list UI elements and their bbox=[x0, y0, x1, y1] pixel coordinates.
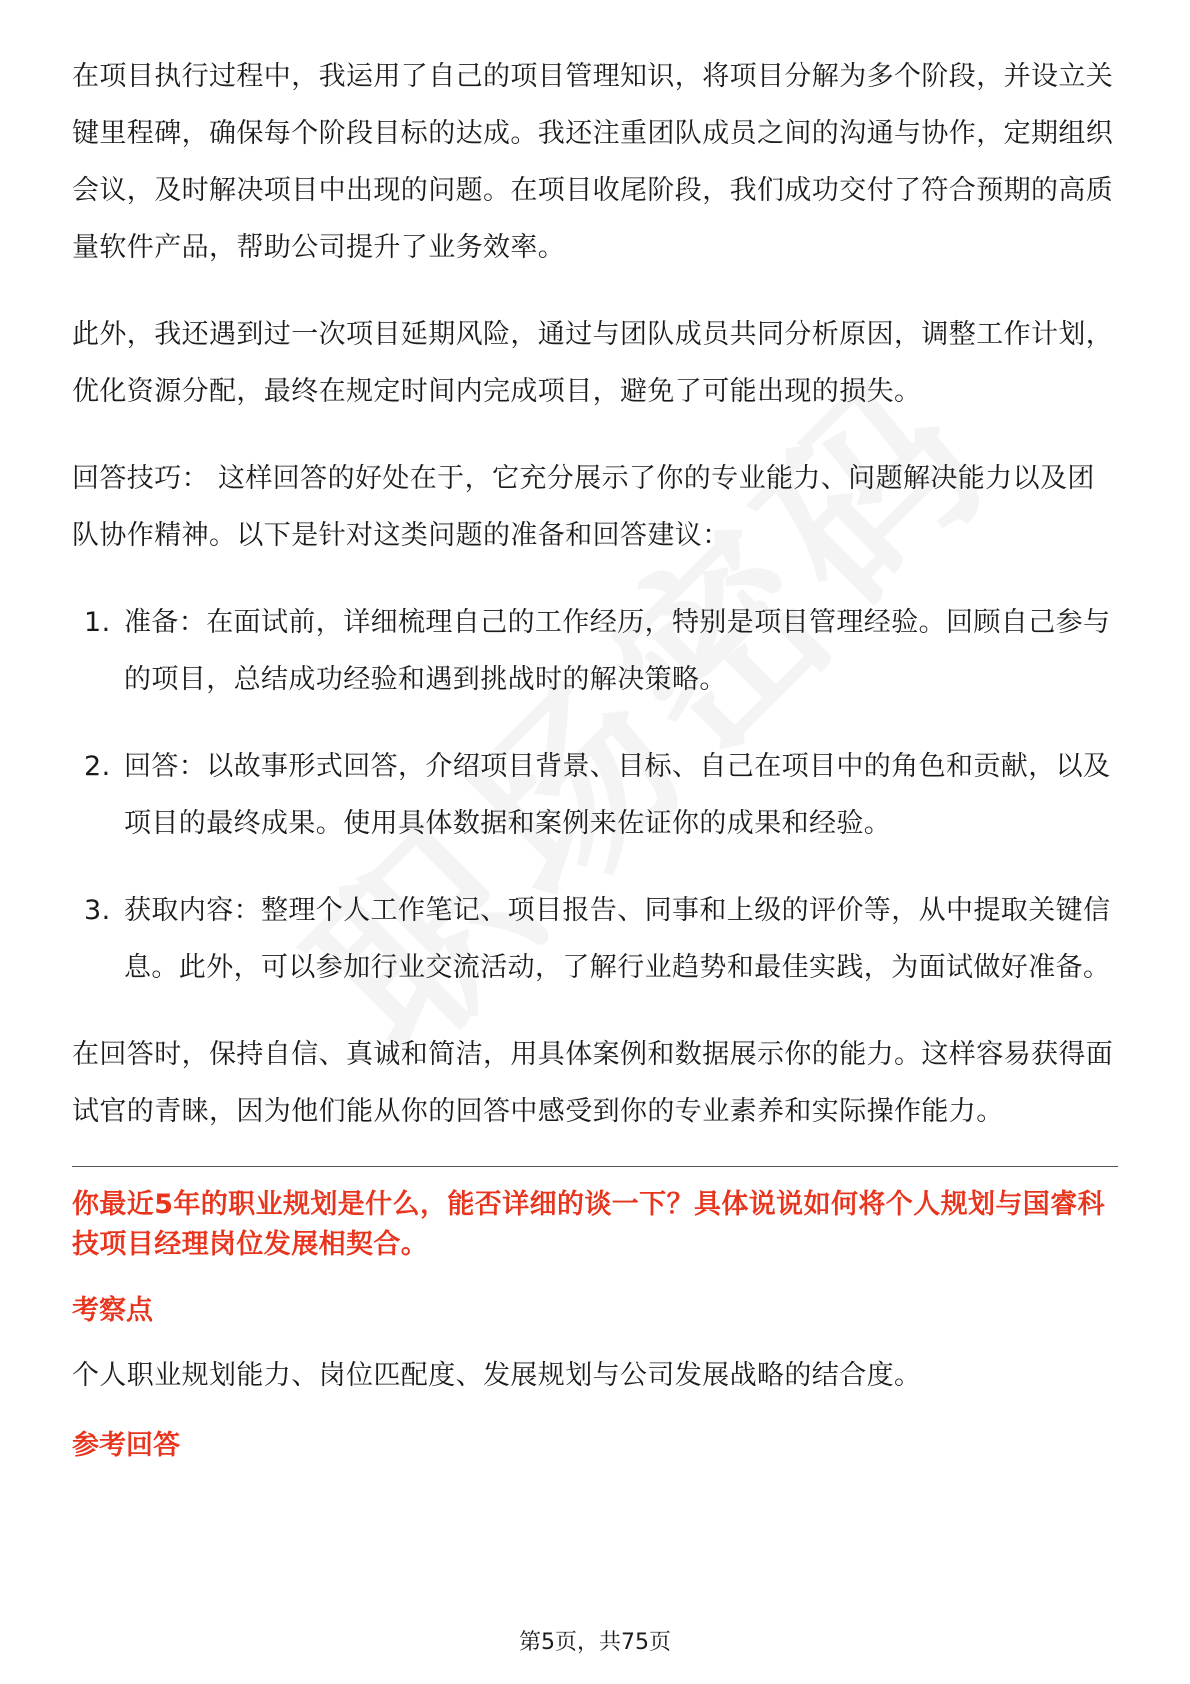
paragraph-delay-risk: 此外，我还遇到过一次项目延期风险，通过与团队成员共同分析原因，调整工作计划，优化资源分配，最终在规定时间内完成项目，避免了可能出现的损失。 bbox=[72, 319, 1114, 407]
list-item-number: 1. bbox=[84, 607, 111, 638]
list-item-number: 3. bbox=[84, 895, 111, 926]
question-heading: 你最近5年的职业规划是什么，能否详细的谈一下？具体说说如何将个人规划与国睿科技项目经理岗位发展相契合。 bbox=[72, 1189, 1105, 1260]
page-number-footer: 第5页，共75页 bbox=[519, 1630, 671, 1655]
section-divider bbox=[72, 1166, 1118, 1167]
document-page bbox=[72, 48, 1118, 1466]
paragraph-answer-tips: 回答技巧： 这样回答的好处在于，它充分展示了你的专业能力、问题解决能力以及团队协作精神。以下是针对这类问题的准备和回答建议： bbox=[72, 463, 1095, 551]
list-item-text: 准备：在面试前，详细梳理自己的工作经历，特别是项目管理经验。回顾自己参与的项目，总结成功经验和遇到挑战时的解决策略。 bbox=[124, 607, 1111, 695]
section-heading-reference: 参考回答 bbox=[72, 1430, 180, 1461]
list-item-number: 2. bbox=[84, 751, 111, 782]
list-item bbox=[72, 594, 1118, 708]
list-item bbox=[72, 882, 1118, 996]
steps-list bbox=[72, 594, 1118, 996]
paragraph-conclusion: 在回答时，保持自信、真诚和简洁，用具体案例和数据展示你的能力。这样容易获得面试官的青睐，因为他们能从你的回答中感受到你的专业素养和实际操作能力。 bbox=[72, 1039, 1114, 1127]
section-heading-kaocha: 考察点 bbox=[72, 1295, 153, 1326]
list-item-text: 回答：以故事形式回答，介绍项目背景、目标、自己在项目中的角色和贡献，以及项目的最终成果。使用具体数据和案例来佐证你的成果和经验。 bbox=[124, 751, 1111, 839]
paragraph-kaocha: 个人职业规划能力、岗位匹配度、发展规划与公司发展战略的结合度。 bbox=[72, 1360, 922, 1391]
paragraph-project-execution: 在项目执行过程中，我运用了自己的项目管理知识，将项目分解为多个阶段，并设立关键里程碑，确保每个阶段目标的达成。我还注重团队成员之间的沟通与协作，定期组织会议，及时解决项目中出现的问题。在项目收尾阶段，我们成功交付了符合预期的高质量软件产品，帮助公司提升了业务效率。 bbox=[72, 61, 1114, 263]
list-item-text: 获取内容：整理个人工作笔记、项目报告、同事和上级的评价等，从中提取关键信息。此外，可以参加行业交流活动，了解行业趋势和最佳实践，为面试做好准备。 bbox=[124, 895, 1111, 983]
list-item bbox=[72, 738, 1118, 852]
